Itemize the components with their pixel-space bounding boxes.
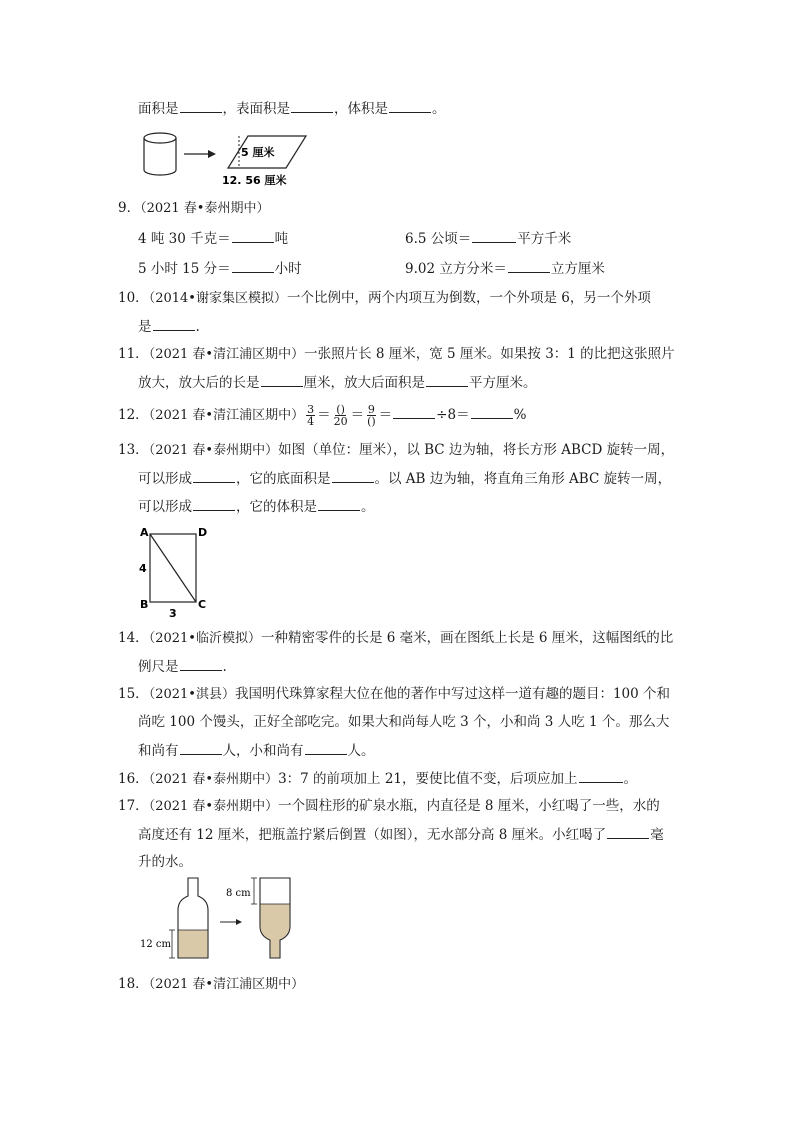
- q13-line3: 可以形成 ，它的体积是 。: [138, 496, 375, 517]
- q15-line3: 和尚有 人，小和尚有 人。: [138, 740, 375, 761]
- q9-item-b: 6.5 公顷＝ 平方千米: [405, 228, 571, 249]
- arrow-head-icon: [208, 150, 216, 158]
- vertex-c-label: C: [198, 598, 207, 611]
- q15-line2: 尚吃 100 个馒头，正好全部吃完。如果大和尚每人吃 3 个，小和尚 3 人吃 1 个。那么大: [138, 714, 670, 730]
- answer-blank[interactable]: [232, 228, 274, 243]
- q13-line2: 可以形成 ，它的底面积是 。以 AB 边为轴，将直角三角形 ABC 旋转一周，: [138, 468, 671, 489]
- answer-blank[interactable]: [180, 740, 222, 755]
- q10-line2: 是 .: [138, 316, 200, 337]
- answer-blank[interactable]: [193, 468, 235, 483]
- q8-continuation-line: 面积是 ，表面积是 ，体积是 。: [138, 98, 446, 119]
- q14-line1: 14．（2021•临沂模拟）一种精密零件的长是 6 毫米，画在图纸上长是 6 厘米，这幅图纸的比: [118, 630, 674, 646]
- width-label: 12. 56 厘米: [222, 174, 287, 187]
- fraction: $\frac{3}{4}$: [307, 403, 315, 428]
- answer-blank[interactable]: [305, 740, 347, 755]
- q16-line: 16．（2021 春•泰州期中）3：7 的前项加上 21，要使比值不变，后项应加上 。: [118, 768, 637, 790]
- cylinder-unfold-figure: [138, 128, 308, 188]
- diagonal-ac: [150, 534, 196, 602]
- q9-item-a: 4 吨 30 千克＝ 吨: [138, 228, 288, 249]
- q9-item-c: 5 小时 15 分＝ 小时: [138, 258, 302, 279]
- vertex-d-label: D: [198, 526, 208, 539]
- side-ab-label: 4: [139, 562, 147, 575]
- answer-blank[interactable]: [393, 404, 435, 419]
- q18-header: 18．（2021 春•清江浦区期中）: [118, 976, 305, 992]
- q12-line: 12．（2021 春•清江浦区期中） $\frac{3}{4}$ ＝ $\frac{()}{20}$ ＝ $\frac{9}{()}$ ＝ ÷8＝ %: [118, 403, 527, 428]
- height-label: 5 厘米: [241, 146, 275, 159]
- answer-blank[interactable]: [180, 656, 222, 671]
- fraction: $\frac{()}{20}$: [333, 403, 348, 428]
- answer-blank[interactable]: [579, 768, 623, 783]
- answer-blank[interactable]: [471, 404, 513, 419]
- answer-blank[interactable]: [426, 372, 468, 387]
- cylinder-bottom: [144, 170, 176, 175]
- answer-blank[interactable]: [193, 496, 235, 511]
- answer-blank[interactable]: [472, 228, 516, 243]
- side-bc-label: 3: [169, 607, 177, 620]
- answer-blank[interactable]: [607, 824, 649, 839]
- label-8cm: 8 cm: [226, 888, 251, 899]
- rectangle-abcd-figure: [136, 524, 216, 624]
- q17-line2: 高度还有 12 厘米，把瓶盖拧紧后倒置（如图），无水部分高 8 厘米。小红喝了 毫: [138, 824, 664, 845]
- answer-blank[interactable]: [261, 372, 303, 387]
- q15-line1: 15．（2021•淇县）我国明代珠算家程大位在他的著作中写过这样一道有趣的题目：100 个和: [118, 686, 671, 702]
- vertex-b-label: B: [140, 598, 149, 611]
- q11-line2: 放大，放大后的长是 厘米，放大后面积是 平方厘米。: [138, 372, 537, 393]
- q9-header: 9．（2021 春•泰州期中）: [118, 200, 270, 216]
- answer-blank[interactable]: [153, 316, 195, 331]
- answer-blank[interactable]: [508, 258, 550, 273]
- vertex-a-label: A: [140, 526, 149, 539]
- answer-blank[interactable]: [180, 98, 222, 113]
- answer-blank[interactable]: [291, 98, 333, 113]
- q17-line3: 升的水。: [138, 854, 192, 870]
- q13-line1: 13．（2021 春•泰州期中）如图（单位：厘米），以 BC 边为轴，将长方形 ABCD 旋转一周，: [118, 442, 675, 458]
- bottle-figure: [138, 874, 318, 964]
- cylinder-top: [144, 133, 176, 143]
- answer-blank[interactable]: [332, 468, 374, 483]
- q9-item-d: 9.02 立方分米＝ 立方厘米: [405, 258, 605, 279]
- q17-line1: 17．（2021 春•泰州期中）一个圆柱形的矿泉水瓶，内直径是 8 厘米，小红喝了一些，水的: [118, 798, 660, 814]
- answer-blank[interactable]: [389, 98, 431, 113]
- q11-line1: 11．（2021 春•清江浦区期中）一张照片长 8 厘米，宽 5 厘米。如果按 3：1 的比把这张照片: [118, 346, 675, 362]
- answer-blank[interactable]: [232, 258, 274, 273]
- inverted-water: [261, 904, 290, 957]
- q10-line1: 10．（2014•谢家集区模拟）一个比例中，两个内项互为倒数，一个外项是 6，另一个外项: [118, 290, 651, 306]
- answer-blank[interactable]: [318, 496, 360, 511]
- fraction: $\frac{9}{()}$: [367, 403, 376, 428]
- arrow-head-icon: [236, 919, 242, 925]
- q14-line2: 例尺是 .: [138, 656, 227, 677]
- label-12cm: 12 cm: [140, 939, 171, 950]
- upright-water: [179, 930, 208, 957]
